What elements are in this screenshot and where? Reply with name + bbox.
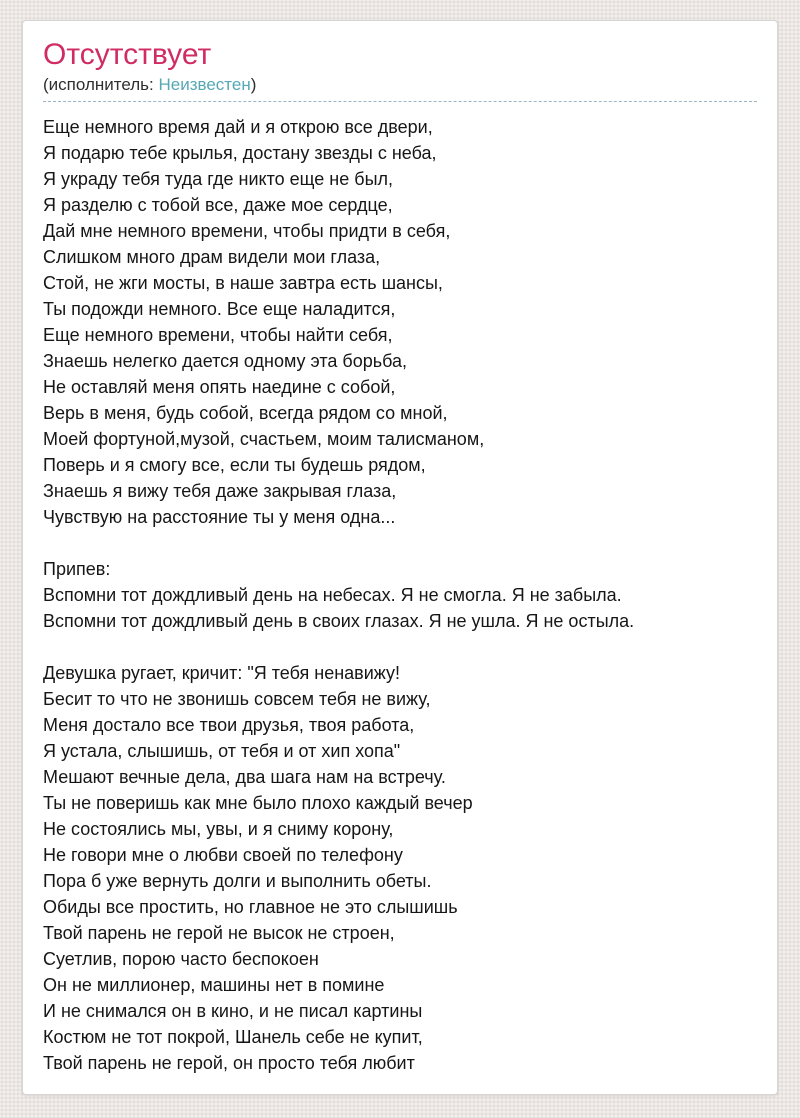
lyric-line-blank: [43, 530, 757, 556]
lyric-line: Я украду тебя туда где никто еще не был,: [43, 169, 394, 189]
lyric-line: Ты подожди немного. Все еще наладится,: [43, 299, 396, 319]
lyric-line: Не оставляй меня опять наедине с собой,: [43, 377, 396, 397]
lyric-line: Стой, не жги мосты, в наше завтра есть шансы,: [43, 273, 443, 293]
lyric-line: Вспомни тот дождливый день на небесах. Я не смогла. Я не забыла.: [43, 585, 622, 605]
song-header: [43, 38, 757, 102]
lyric-line: Поверь и я смогу все, если ты будешь рядом,: [43, 455, 426, 475]
lyric-line: Я подарю тебе крылья, достану звезды с неба,: [43, 143, 437, 163]
lyric-line: Еще немного время дай и я открою все двери,: [43, 117, 433, 137]
lyric-line: Мешают вечные дела, два шага нам на встречу.: [43, 767, 446, 787]
lyric-line: Ты не поверишь как мне было плохо каждый вечер: [43, 793, 473, 813]
lyric-line-blank: [43, 634, 757, 660]
lyric-line: Суетлив, порою часто беспокоен: [43, 949, 319, 969]
lyric-line: Бесит то что не звонишь совсем тебя не вижу,: [43, 689, 431, 709]
lyric-line: Пора б уже вернуть долги и выполнить обеты.: [43, 871, 432, 891]
lyric-line-chorus-label: Припев:: [43, 559, 111, 579]
lyric-line: Верь в меня, будь собой, всегда рядом со мной,: [43, 403, 448, 423]
lyric-line: Знаешь нелегко дается одному эта борьба,: [43, 351, 407, 371]
artist-label-suffix: ): [250, 75, 257, 94]
lyric-line: Обиды все простить, но главное не это слышишь: [43, 897, 458, 917]
lyric-line: Еще немного времени, чтобы найти себя,: [43, 325, 393, 345]
artist-link[interactable]: Неизвестен: [158, 75, 251, 94]
lyric-line: Дай мне немного времени, чтобы придти в себя,: [43, 221, 451, 241]
lyric-line: Меня достало все твои друзья, твоя работа,: [43, 715, 415, 735]
lyric-line: Девушка ругает, кричит: "Я тебя ненавижу!: [43, 663, 401, 683]
lyric-line: Не говори мне о любви своей по телефону: [43, 845, 403, 865]
lyric-line: Я устала, слышишь, от тебя и от хип хопа": [43, 741, 401, 761]
lyric-line: Чувствую на расстояние ты у меня одна...: [43, 507, 396, 527]
lyrics-text: [43, 114, 757, 1076]
lyric-line: Не состоялись мы, увы, и я сниму корону,: [43, 819, 394, 839]
lyric-line: Твой парень не герой не высок не строен,: [43, 923, 395, 943]
lyric-line: Вспомни тот дождливый день в своих глазах. Я не ушла. Я не остыла.: [43, 611, 635, 631]
lyric-line: Он не миллионер, машины нет в помине: [43, 975, 385, 995]
lyric-line: И не снимался он в кино, и не писал картины: [43, 1001, 423, 1021]
lyrics-card: [22, 20, 778, 1095]
lyric-line: Слишком много драм видели мои глаза,: [43, 247, 381, 267]
artist-label-prefix: (исполнитель:: [43, 75, 159, 94]
lyric-line: Костюм не тот покрой, Шанель себе не купит,: [43, 1027, 423, 1047]
page-title: Отсутствует: [43, 38, 212, 71]
lyric-line: Моей фортуной,музой, счастьем, моим талисманом,: [43, 429, 485, 449]
lyric-line: Я разделю с тобой все, даже мое сердце,: [43, 195, 393, 215]
lyric-line: Твой парень не герой, он просто тебя любит: [43, 1053, 415, 1073]
lyric-line: Знаешь я вижу тебя даже закрывая глаза,: [43, 481, 397, 501]
artist-line: [43, 74, 757, 96]
